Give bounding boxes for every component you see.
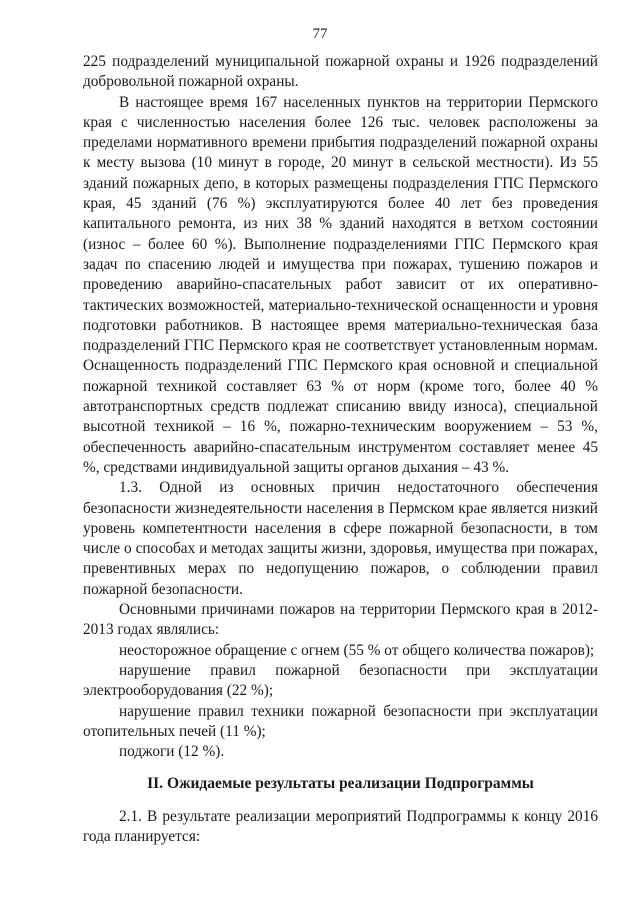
- paragraph-causes-intro: Основными причинами пожаров на территории Пермского края в 2012-2013 годах являлись:: [83, 601, 598, 639]
- section-heading: II. Ожидаемые результаты реализации Подпрограммы: [147, 775, 534, 793]
- paragraph-fire-coverage: В настоящее время 167 населенных пунктов на территории Пермского края с численностью населения более 126 тыс. человек расположены за пределами нормативного времени прибытия подразделений пожарной охраны к месту вызова (10 минут в городе, 20 минут в сельской местности). Из 55 зданий пожарных депо, в которых размещены подразделения ГПС Пермского края, 45 зданий (76 %) эксплуатируются более 40 лет без проведения капитального ремонта, из них 38 % зданий находятся в ветхом состоянии (износ – более 60 %). Выполнение подразделениями ГПС Пермского края задач по спасению людей и имущества при пожарах, тушению пожаров и проведению аварийно-спасательных работ зависит от их оперативно-тактических возможностей, материально-технической оснащенности и уровня подготовки работников. В настоящее время материально-техническая база подразделений ГПС Пермского края не соответствует установленным нормам. Оснащенность подразделений ГПС Пермского края основной и специальной пожарной техникой составляет 63 % от норм (кроме того, более 40 % автотранспортных средств подлежат списанию ввиду износа), специальной высотной техникой – 16 %, пожарно-техническим вооружением – 53 %, обеспеченность аварийно-спасательным инструментом составляет менее 45 %, средствами индивидуальной защиты органов дыхания – 43 %.: [83, 93, 598, 476]
- page-number: 77: [312, 26, 328, 42]
- paragraph-competence: 1.3. Одной из основных причин недостаточного обеспечения безопасности жизнедеятельности населения в Пермском крае является низкий уровень компетентности населения в сфере пожарной безопасности, в том числе о способах и методах защиты жизни, здоровья, имущества при пожарах, превентивных мерах по недопущению пожаров, о соблюдении правил пожарной безопасности.: [83, 479, 598, 598]
- list-item-arson: поджоги (12 %).: [119, 743, 225, 761]
- paragraph-continuation: 225 подразделений муниципальной пожарной охраны и 1926 подразделений добровольной пожарной охраны.: [83, 53, 598, 91]
- paragraph-expected-results: 2.1. В результате реализации мероприятий Подпрограммы к концу 2016 года планируется:: [83, 807, 598, 845]
- list-item-stoves: нарушение правил техники пожарной безопасности при эксплуатации отопительных печей (11 %);: [83, 702, 598, 740]
- document-body: [83, 52, 598, 847]
- list-item-electrical: нарушение правил пожарной безопасности при эксплуатации электрооборудования (22 %);: [83, 661, 598, 700]
- list-item-careless-fire: неосторожное обращение с огнем (55 % от общего количества пожаров);: [119, 641, 595, 659]
